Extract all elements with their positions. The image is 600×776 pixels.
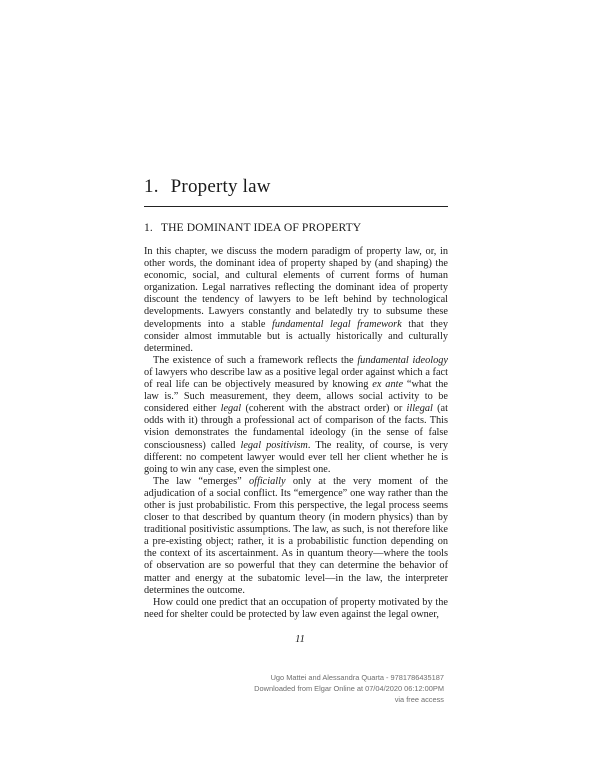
paragraph xyxy=(144,476,448,597)
text-run: The existence of such a framework reflects the xyxy=(153,354,358,366)
italic-text: legal xyxy=(220,403,242,415)
paragraph xyxy=(144,597,448,621)
text-run: . The reality, of course, is very different: no competent lawyer would ever tell her client whether he is going to win any case, even the simplest one. xyxy=(144,439,448,475)
italic-text: fundamental legal framework xyxy=(271,318,402,330)
text-run: (coherent with the abstract order) or xyxy=(241,403,407,415)
text-run: In this chapter, we discuss the modern paradigm of property law, or, in other words, the dominant idea of property shaped by (and shaping) the economic, social, and cultural elements of current forms of human organization. Legal narratives reflecting the dominant idea of property discount the tendency of lawyers to be left behind by technological developments. Lawyers constantly and belatedly try to subsume these developments into a stable xyxy=(144,246,448,330)
section-heading xyxy=(144,221,361,234)
section-title: THE DOMINANT IDEA OF PROPERTY xyxy=(160,221,362,234)
text-run: The law “emerges” xyxy=(153,475,249,487)
text-run: “what the law is.” Such measurement, they deem, allows social activity to be considered either xyxy=(144,379,448,415)
paragraph xyxy=(144,355,448,476)
download-footer xyxy=(254,672,444,706)
text-run: How could one predict that an occupation of property motivated by the need for shelter could be protected by law even against the legal owner, xyxy=(144,596,448,620)
text-run: only at the very moment of the adjudication of a social conflict. Its “emergence” one way rather than the other is just probabilistic. From this perspective, the legal process seems closer to that described by quantum theory (in modern physics) than by traditional positivistic assumptions. The law, as such, is not therefore like a pre-existing object; rather, it is a probabilistic function depending on the context of its ascertainment. As in quantum theory—where the tools of observation are so powerful that they can determine the behavior of matter and energy at the subatomic level—in the law, the interpreter determines the outcome. xyxy=(144,475,448,596)
section-number: 1. xyxy=(144,221,153,234)
footer-access-note: via free access xyxy=(394,695,444,705)
italic-text: officially xyxy=(248,475,286,487)
italic-text: ex ante xyxy=(372,379,404,391)
italic-text: fundamental ideology xyxy=(357,354,448,366)
italic-text: legal positivism xyxy=(240,439,308,451)
italic-text: illegal xyxy=(406,403,433,415)
body-text xyxy=(144,246,448,621)
text-run: that they consider almost immutable but is actually historically and culturally determined. xyxy=(144,318,448,354)
paragraph xyxy=(144,246,448,355)
footer-authors-isbn: Ugo Mattei and Alessandra Quarta - 9781786435187 xyxy=(270,673,444,682)
chapter-title-rule xyxy=(144,206,448,207)
chapter-title-text: Property law xyxy=(170,176,271,197)
chapter-number: 1. xyxy=(144,176,159,197)
page-number: 11 xyxy=(295,634,305,645)
text-run: (at odds with it) through a professional act of comparison of the facts. This vision demonstrates the fundamental ideology (in the sense of false consciousness) called xyxy=(144,403,448,451)
chapter-title xyxy=(144,176,271,198)
text-run: of lawyers who describe law as a positive legal order against which a fact of real life can be objectively measured by knowing xyxy=(144,366,448,391)
footer-download-info: Downloaded from Elgar Online at 07/04/2020 06:12:00PM xyxy=(254,684,444,694)
